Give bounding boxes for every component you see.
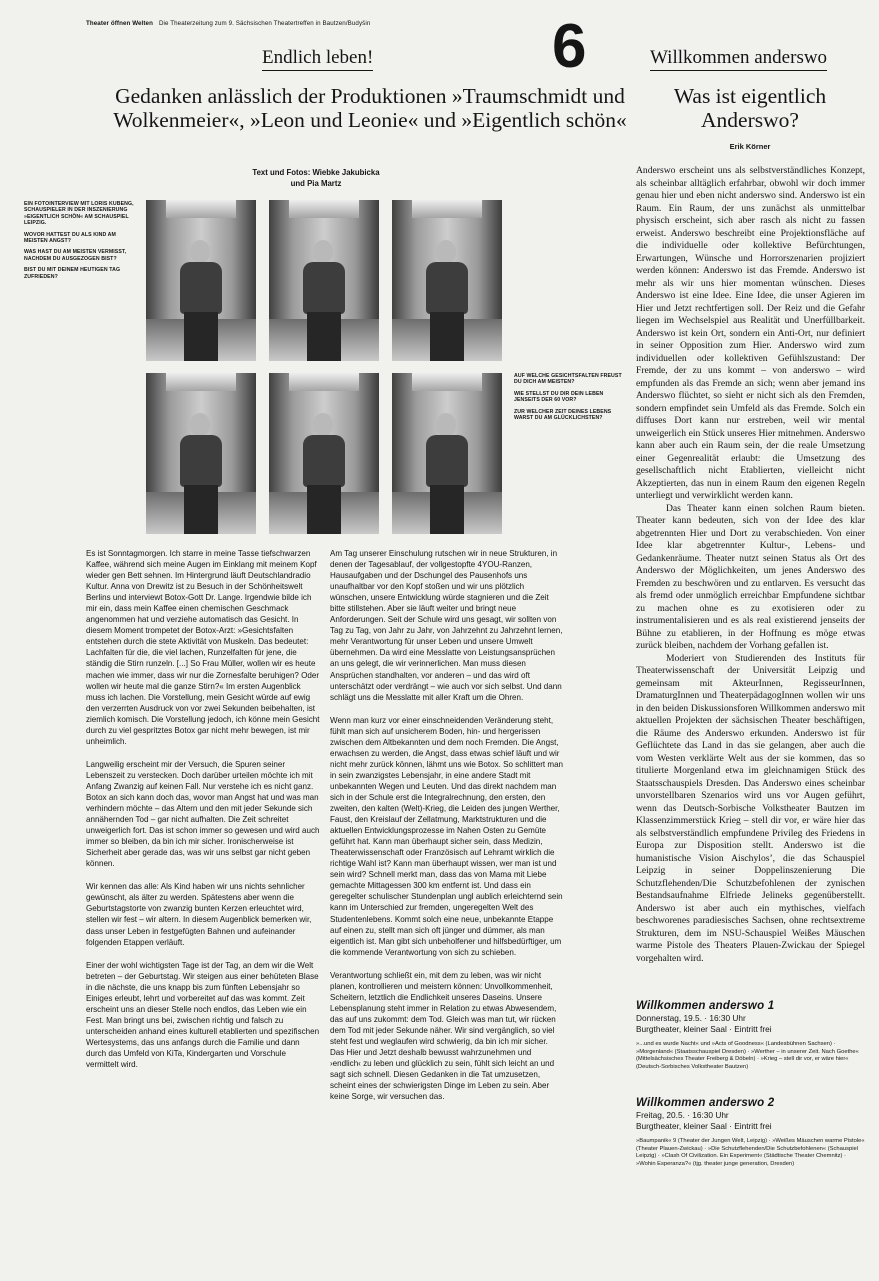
right-article-title: Was ist eigentlich Anderswo? — [673, 84, 827, 132]
photo-question: WIE STELLST DU DIR DEIN LEBEN JENSEITS DER 60 VOR? — [514, 390, 604, 404]
photo-question: AUF WELCHE GESICHTSFALTEN FREUST DU DICH AM MEISTEN? — [514, 373, 622, 386]
paragraph: Wir kennen das alle: Als Kind haben wir uns nichts sehnlicher gewünscht, als älter zu werden. Spätestens aber wenn die Geburtstagstorte von zwanzig bunten Kerzen erleuchtet wird, stellen wir fest – wir altern. In diesem Augenblick bemerken wir, dass unser Leben in festgefügten Bahnen und aufeinander folgenden Etappen verläuft. — [86, 882, 312, 947]
event-productions: »...und es wurde Nacht« und »Acts of Goodness« (Landesbühnen Sachsen) · »Morgenland« (Staatsschauspiel Dresden) · »Werther – in unserer Zeit. Nach Goethe« (Mittelsächsisches Theater Freiberg & Döbeln) · »Krieg – stell dir vor, er wäre hier« (Deutsch-Sorbisches Volkstheater Bautzen) — [636, 1041, 859, 1070]
event-date: Donnerstag, 19.5. · 16:30 Uhr — [636, 1013, 746, 1023]
left-article-column-2 — [330, 548, 564, 1114]
paper-name: Theater öffnen Welten — [86, 20, 153, 27]
paper-tagline: Die Theaterzeitung zum 9. Sächsischen Theatertreffen in Bautzen/Budyšin — [158, 20, 371, 27]
photo-6 — [392, 373, 502, 534]
event-listing-1 — [636, 1000, 865, 1071]
paragraph: Wenn man kurz vor einer einschneidenden Veränderung steht, fühlt man sich auf unsicherem Boden, hin- und hergerissen zwischen dem Altbekannten und dem noch Fremden. Die Angst, erwachsen zu werden, die Angst, dass etwas schief läuft und wir nicht mehr zurück können, lähmt uns wie Botox. So schlittert man in sein zwanzigstes Lebensjahr, in eine andere Stadt mit unbekannten Wegen und Leuten. Und das direkt nachdem man sich in der Schule erst die Integralrechnung, den ersten, den zweiten, den kalten (Welt)-Krieg, die Leiden des jungen Werther, Faust, den Kreislauf der Zellatmung, Marktstrukturen und die aktuellen Entwicklungsprozesse im Nahen Osten zu Gemüte geführt hat. Kann man überhaupt sicher sein, dass Medizin, Theaterwissenschaft oder Französisch auf Lehramt wirklich die richtige Wahl ist? Kann man überhaupt wissen, wer man ist und sein wird? Schnell merkt man, dass das von Mama mit Liebe gemachte Mittagessen 300 km entfernt ist. Und dass ein geregelter schulischer Stundenplan ungl aublich erleichternd sein kann im Unterschied zur fremden, ungeregelten Welt des Studentenlebens. Kommt solch eine neue, unbekannte Etappe auf einen zu, stellt man sich oft jünger und dümmer, als man eigentlich ist. Man gibt sich unbeholfener und hilfsbedürftiger, um die kommende Verantwortung von sich zu schieben. — [330, 715, 564, 957]
event-listing-2 — [636, 1097, 865, 1168]
paragraph: Einer der wohl wichtigsten Tage ist der Tag, an dem wir die Welt betreten – der Geburtstag. Wir steigen aus einer behüteten Blase in die nächste, die uns knapp bis zum fünften Lebensjahr so Einiges erleubt, lehrt und vorbereitet auf das was kommt. Zeit erscheint uns an dieser Stelle noch endlos, das Leben wie ein Fest. Man bringt uns bei, zwischen richtig und falsch zu unterscheiden anhand eines kulturell etablierten und spezifischen Wertesystems, das uns anfangs durch die Familie und dann durch das Umfeld von KiTa, Kindergarten und Vorschule vermittelt wird. — [86, 960, 320, 1070]
photo-questions-left — [24, 201, 136, 285]
event-title: Willkommen anderswo 1 — [636, 1000, 775, 1012]
left-article-column-1 — [86, 548, 320, 1082]
photo-question: WAS HAST DU AM MEISTEN VERMISST, NACHDEM DU AUSGEZOGEN BIST? — [24, 249, 127, 262]
page-number: 6 — [552, 12, 587, 81]
photo-1 — [146, 200, 256, 361]
photo-question: ZUR WELCHER ZEIT DEINES LEBENS WARST DU AM GLÜCKLICHSTEN? — [514, 408, 612, 422]
event-venue: Burgtheater, kleiner Saal · Eintritt frei — [636, 1121, 772, 1131]
photo-3 — [392, 200, 502, 361]
photo-question: BIST DU MIT DEINEM HEUTIGEN TAG ZUFRIEDEN? — [24, 267, 121, 280]
left-article-credits — [186, 167, 446, 189]
paragraph: Verantwortung schließt ein, mit dem zu leben, was wir nicht planen, kontrollieren und meistern können: Unvollkommenheit, Scheitern, letztlich die Endlichkeit unseres Daseins. Unsere Lebensplanung steht immer in Relation zu etwas Abwesendem, das auf uns zukommt: dem Tod. Gleich was man tut, wir rücken dem Tod mit jeder Sekunde näher. Wir sind vergänglich, so viel steht fest und weglaufen wird schwierig, da bin ich mir sicher. Das Hier und Jetzt deshalb bewusst wahrzunehmen und ›endlich‹ zu leben und glücklich zu sein, fühlt sich leicht an und sagt sich schnell. Diesen Gedanken in die Tat umzusetzen, scheint eines der schwierigsten Dinge im Leben zu sein. Aber keine Sorge, wir versuchen das. — [330, 970, 557, 1102]
photo-4 — [146, 373, 256, 534]
photo-intro: EIN FOTOINTERVIEW MIT LORIS KUBENG, SCHAUSPIELER IN DER INSZENIERUNG »EIGENTLICH SCHÖN« AM SCHAUSPIEL LEIPZIG. — [24, 201, 134, 227]
left-article-kicker: Endlich leben! — [262, 48, 373, 71]
paragraph: Das Theater kann einen solchen Raum bieten. Theater kann bedeuten, sich von der Idee des klar abgetrennten Hier und Dort zu verabschieden. Von einer Idee klar abgetrennter Kultur-, Lebens- und Gedankenräume. Theater nutzt seinen Status als Ort des Anderswo der Möglichkeiten, um jenes Anderswo des Fremden zu beschwören und zu entlarven. Es versucht das als fremd oder unmöglich erreichbar Empfundene sichtbar zu machen ohne es zu exotisieren oder zu instrumentalisieren und es als real existierend jenseits der Bühne zu etablieren, in der Hoffnung es möge etwas zurück bleiben, nachdem der Vorhang gefallen ist. — [636, 502, 865, 651]
right-article-kicker: Willkommen anderswo — [650, 48, 827, 71]
paragraph: Es ist Sonntagmorgen. Ich starre in meine Tasse tiefschwarzen Kaffee, während sich meine Augen im Einklang mit meinem Kopf wieder gen Bett sehnen. Im Hintergrund läuft Deutschlandradio Kultur. Anna von Drewitz ist zu Besuch in der Schönheitswelt Berlins und interviewt Botox-Gott Dr. Lange. Irgendwie bilde ich mir ein, dass mein Kaffee einen chemischen Geschmack angenommen hat und verziehe automatisch das Gesicht. In diesem Moment trompetet der Botox-Arzt: »Gesichtsfalten entstehen durch die stete Aktivität von Muskeln. Das bedeutet: Lachfalten für die, die viel lachen, Runzelfalten für jene, die ständig die Stirn runzeln. [...] So Frau Müller, wollen wir es heute machen wie immer, dass wir nur die Zornesfalte beruhigen? Oder wollen wir heute mal die ganze Stirn?« Im ersten Augenblick muss ich lachen. Die Vorstellung, mein Gesicht würde auf ewig den verzerrten Ausdruck von vor zwei Sekunden beibehalten, ist ziemlich komisch. Die Vorstellung jedoch, ich könne mein Gesicht durch zu viel gespritztes Botox gar nicht mehr bewegen, ist mir unheimlich. — [86, 549, 320, 746]
paragraph: Am Tag unserer Einschulung rutschen wir in neue Strukturen, in denen der Tagesablauf, der vollgestopfte 4YOU-Ranzen, Hausaufgaben und der Dschungel des Pausenhofs uns unaufhaltbar vor den Kopf stoßen und wir uns plötzlich wünschen, unsere Entwicklung würde stagnieren und die Zeit bitte stillstehen. Aber sie läuft weiter und bringt neue Anforderungen. Seit der Schule wird uns gesagt, wir sollten von Tag zu Tag, von Jahr zu Jahr, von Jahrzehnt zu Jahrzehnt lernen, mehr Verantwortung für unser Leben und unsere Umwelt übernehmen. Da wird eine Messlatte von Leistungsansprüchen an uns gelegt, die wir verinnerlichen. Man muss diesen Ansprüchen standhalten, vor anderen – und das wird oft unterschätzt oder verdrängt – wie auch vor sich selbst. Und dann schlägt uns die Messlatte mit aller Kraft um die Ohren. — [330, 549, 563, 702]
event-venue: Burgtheater, kleiner Saal · Eintritt frei — [636, 1024, 772, 1034]
event-productions: »Baumpanik« 9 (Theater der Jungen Welt, Leipzig) · »Weißes Mäuschen warme Pistole« (Theater Plauen-Zwickau) · »Die Schutzflehenden/Die Schutzbefohlenen« (Schauspiel Leipzig) · »Clash Of Civilization. Ein Experiment« (Städtische Theater Chemnitz) · »Wohin Esperanza?« (tjg. theater junge generation, Dresden) — [636, 1138, 865, 1167]
credits-line-2: und Pia Martz — [290, 179, 342, 188]
left-article-title: Gedanken anlässlich der Produktionen »Traumschmidt und Wolkenmeier«, »Leon und Leonie« und »Eigentlich schön« — [113, 84, 627, 132]
event-title: Willkommen anderswo 2 — [636, 1097, 775, 1109]
photo-2 — [269, 200, 379, 361]
photo-5 — [269, 373, 379, 534]
paragraph: Moderiert von Studierenden des Instituts für Theaterwissenschaft der Universität Leipzig und gemeinsam mit AkteurInnen, RegisseurInnen, DramaturgInnen und TheaterpädagogInnen wollen wir uns in den beiden Diskussionsforen Willkommen anderswo mit aktuellen Projekten der sächsischen Theater beschäftigen, die Räume des Anderswo erkunden. Anderswo ist für Geflüchtete das Land in das sie gelangen, aber auch die vom Westen verklärte Welt aus der sie kommen, das so titulierte Morgenland etwa im gleichnamigen Stück des Staatsschauspiels Dresden. Das Anderswo eines scheinbar unvorstellbaren Szenarios wird uns vor Augen geführt, wenn das Deutsch-Sorbische Volkstheater Bautzen im Klassenzimmerstück Krieg – stell dir vor, er wäre hier das als selbstverständlich empfundene Privileg des Friedens in Europa zur Disposition stellt. Anderswo ist die humanistische Vision Aischylos’, die das Schauspiel Leipzig in seiner Doppelinszenierung Die Schutzflehenden/Die Schutzbefohlenen der zynischen Bestandsaufnahme Elfriede Jelineks gegenüberstellt. Anderswo ist aber auch ein mythisches, vielfach beschworenes paradiesisches Sachsen, ohne rechtsextreme Strukturen, dem im NSU-Schauspiel Weißes Mäuschen warme Pistole des Theaters Plauen-Zwickau der Spiegel vorgehalten wird. — [636, 652, 865, 964]
photo-questions-right — [514, 373, 626, 426]
paragraph: Anderswo erscheint uns als selbstverständliches Konzept, als scheinbar alltäglich erfahrbar, obwohl wir doch immer genau hier und eben nicht anderswo sind. Anderswo ist ein Raum. Ein Raum, der uns zunächst als unmittelbar physisch erscheint, sich aber rasch als nicht zu fassen erweist. Anderswo beschreibt eine Projektionsfläche auf die individuelle oder kollektive Befürchtungen, Erwartungen, Wünsche und Horrorszenarien projiziert werden können: Anderswo ist das Fremde. Anderswo ist mehr als wir uns hier momentan wünschen. Dieses Anderswo ist eine Idee. Eine Idee, die unser Agieren im Hier und Jetzt rechtfertigen soll. Der Reiz und die Gefahr liegen im Wechselspiel aus Realität und Unerfüllbarkeit. Anderswo ist kein Ort, sondern ein Anti-Ort, nur definiert in seiner Opposition zum Hier. Anderswo wird zum individuellen oder kollektiven Gefühlszustand: Der Fremde, der zu uns kommt – von anderswo – wird empfunden als das Fremde an sich; wenn aber jemand ins Anderswo flüchtet, so sieht er nicht sich als den Fremden, sondern empfindet sein Umfeld als das Fremde. Solch ein diffuses Dort kann nur erstreben, weil wir mental unweigerlich ein Stück unseres Hier mitnehmen. Anderswo kann aber auch ein Raum sein, der die reale Umsetzung einer Gegenrealität erlaubt: die Umsetzung des gesellschaftlich nicht Etablierten, vielleicht nicht Akzeptierten, das nun in einem Raum den eigenen Regeln unterliegt und verwirklicht werden kann. — [636, 165, 865, 501]
masthead — [86, 20, 370, 27]
credits-line-1: Text und Fotos: Wiebke Jakubicka — [252, 168, 380, 177]
right-article-author: Erik Körner — [729, 142, 771, 151]
paragraph: Langweilig erscheint mir der Versuch, die Spuren seiner Lebenszeit zu verstecken. Doch darüber urteilen möchte ich mit Anfang Zwanzig auf keinen Fall. Nur verstehe ich es nicht ganz. Botox an sich kann doch das, wovor man Angst hat und was man verhindern möchte – das Altern und den mit jeder Sekunde sich annähernden Tod – gar nicht aufhalten. Die Zeit schreitet unweigerlich fort. Das ist schon immer so gewesen und wird auch immer so bleiben, da bin ich mir sicher. Ironischerweise ist Sicherheit aber gerade das, was wir uns selbst gar nicht geben können. — [86, 759, 320, 869]
right-article-body — [636, 165, 865, 965]
photo-question: WOVOR HATTEST DU ALS KIND AM MEISTEN ANGST? — [24, 231, 116, 245]
event-date: Freitag, 20.5. · 16:30 Uhr — [636, 1110, 729, 1120]
